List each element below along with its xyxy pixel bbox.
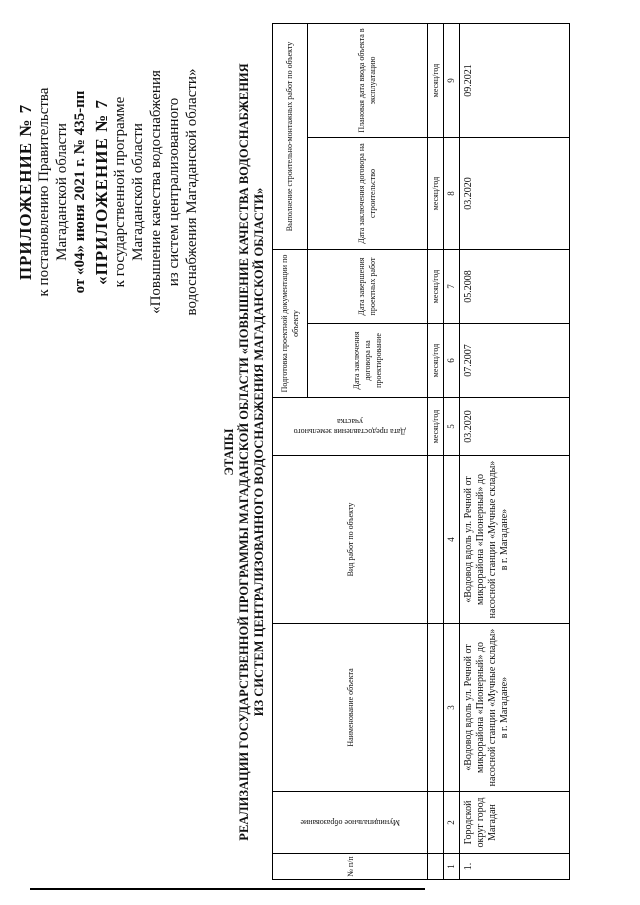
title-line: ИЗ СИСТЕМ ЦЕНТРАЛИЗОВАННОГО ВОДОСНАБЖЕНИЯ МАГАДАНСКОЙ ОБЛАСТИ» bbox=[252, 187, 266, 717]
column-number: 1 bbox=[444, 854, 460, 880]
column-number: 9 bbox=[444, 23, 460, 137]
row-municipality: Городской округ город Магадан bbox=[460, 792, 570, 854]
title-line: РЕАЛИЗАЦИИ ГОСУДАРСТВЕННОЙ ПРОГРАММЫ МАГАДАНСКОЙ ОБЛАСТИ «ПОВЫШЕНИЕ КАЧЕСТВА ВОДОСНАБЖЕНИЯ bbox=[237, 63, 251, 841]
column-numbers-row bbox=[444, 23, 460, 879]
decree-date: от «04» июня 2021 г. № 435-пп bbox=[72, 90, 88, 294]
row-design-end: 05.2008 bbox=[460, 249, 570, 323]
unit-cell: месяц/год bbox=[428, 398, 444, 456]
program-ref-line: «Повышение качества водоснабжения bbox=[148, 70, 164, 314]
program-ref-line: из систем централизованного bbox=[166, 97, 182, 287]
appendix-number: ПРИЛОЖЕНИЕ № 7 bbox=[16, 103, 35, 281]
document-title bbox=[222, 22, 267, 882]
appendix-ref-line: к постановлению Правительства bbox=[36, 87, 52, 297]
units-row bbox=[428, 23, 444, 879]
row-object-name: «Водовод вдоль ул. Речной от микрорайона «Пионерный» до насосной станции «Мучные склады» в г. Магадане» bbox=[460, 624, 570, 792]
column-number: 6 bbox=[444, 324, 460, 398]
column-number: 3 bbox=[444, 624, 460, 792]
rotated-document-page bbox=[10, 12, 630, 892]
program-appendix-number: «ПРИЛОЖЕНИЕ № 7 bbox=[92, 99, 111, 285]
column-number: 7 bbox=[444, 249, 460, 323]
unit-cell: месяц/год bbox=[428, 249, 444, 323]
row-land-date: 03.2020 bbox=[460, 398, 570, 456]
column-number: 4 bbox=[444, 456, 460, 624]
row-work-type: «Водовод вдоль ул. Речной от микрорайона «Пионерный» до насосной станции «Мучные склады» в г. Магадане» bbox=[460, 456, 570, 624]
table-row bbox=[460, 23, 570, 879]
unit-cell: месяц/год bbox=[428, 137, 444, 249]
column-number: 5 bbox=[444, 398, 460, 456]
row-construction-contract: 03.2020 bbox=[460, 137, 570, 249]
row-commissioning: 09.2021 bbox=[460, 23, 570, 137]
row-design-contract: 07.2007 bbox=[460, 324, 570, 398]
appendix-ref-line: Магаданской области bbox=[54, 123, 70, 261]
header-design-contract: Дата заключения договора на проектирование bbox=[307, 324, 427, 398]
header-work-type: Вид работ по объекту bbox=[273, 456, 428, 624]
program-ref-line: водоснабжения Магаданской области» bbox=[184, 68, 200, 316]
header-design-group: Подготовка проектной документации по объекту bbox=[273, 249, 308, 397]
column-number: 2 bbox=[444, 792, 460, 854]
header-land-date: Дата предоставления земельного участка bbox=[273, 398, 428, 456]
appendix-header bbox=[18, 32, 200, 352]
stages-table bbox=[272, 23, 570, 880]
header-construction-contract: Дата заключения договора на строительство bbox=[307, 137, 427, 249]
title-line: ЭТАПЫ bbox=[222, 428, 236, 476]
program-ref-line: Магаданской области bbox=[130, 123, 146, 261]
scan-edge-line bbox=[30, 888, 425, 890]
header-num: № п/п bbox=[273, 854, 428, 880]
row-num: 1. bbox=[460, 854, 570, 880]
header-object-name: Наименование объекта bbox=[273, 624, 428, 792]
header-design-end: Дата завершения проектных работ bbox=[307, 249, 427, 323]
column-number: 8 bbox=[444, 137, 460, 249]
program-ref-line: к государственной программе bbox=[112, 96, 128, 288]
header-construction-group: Выполнение строительно-монтажных работ по объекту bbox=[273, 23, 308, 249]
header-municipality: Муниципальное образование bbox=[273, 792, 428, 854]
header-commissioning: Плановая дата ввода объекта в эксплуатацию bbox=[307, 23, 427, 137]
unit-cell: месяц/год bbox=[428, 23, 444, 137]
unit-cell: месяц/год bbox=[428, 324, 444, 398]
